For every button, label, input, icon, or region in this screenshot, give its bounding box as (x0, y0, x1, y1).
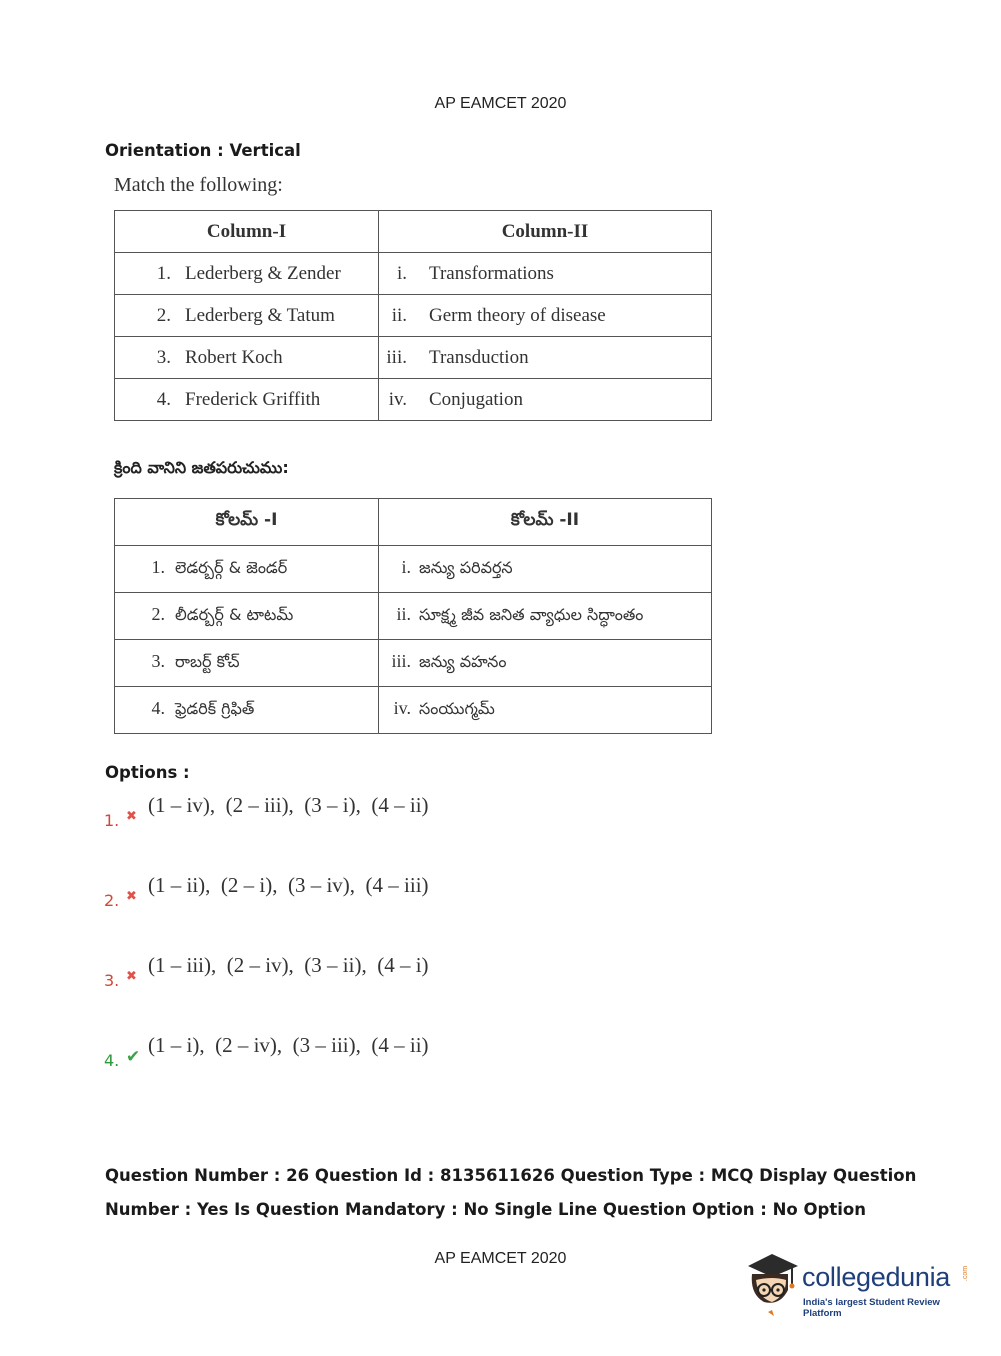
table-row (115, 337, 712, 379)
option-text: (1 – ii), (2 – i), (3 – iv), (4 – iii) (148, 873, 429, 897)
row-number: 2. (151, 604, 165, 624)
row-roman: iii. (391, 651, 411, 671)
table-row (115, 253, 712, 295)
logo-tagline: India's largest Student Review Platform (803, 1297, 940, 1319)
table-row (115, 640, 712, 687)
logo-wordmark: collegedunia (802, 1262, 951, 1292)
page-header-title: AP EAMCET 2020 (434, 95, 567, 112)
question-meta-line-1: Question Number : 26 Question Id : 8135611626 Question Type : MCQ Display Question (105, 1166, 917, 1185)
english-prompt: Match the following: (114, 174, 283, 196)
row-roman: ii. (396, 604, 411, 624)
english-match-table (114, 210, 712, 421)
collegedunia-logo (742, 1250, 972, 1320)
column-i-item: Robert Koch (185, 346, 283, 368)
row-roman: iv. (388, 388, 407, 410)
table-row (115, 687, 712, 734)
column-ii-item: సంయుగ్మమ్ (419, 699, 495, 718)
telugu-prompt: క్రింది వానిని జతపరుచుము: (114, 458, 289, 477)
column-ii-item: జన్యు వహనం (419, 652, 507, 671)
row-roman: ii. (391, 304, 407, 326)
row-number: 1. (156, 262, 171, 284)
row-roman: i. (396, 262, 407, 284)
row-roman: i. (401, 557, 411, 577)
column-ii-item: Germ theory of disease (429, 304, 606, 326)
row-number: 4. (151, 698, 165, 718)
column-i-item: రాబర్ట్ కోచ్ (175, 652, 240, 671)
column-i-item: ఫ్రెడరిక్ గ్రిఫిత్ (175, 699, 255, 718)
logo-com-suffix: .com (962, 1265, 970, 1282)
row-number: 4. (156, 388, 171, 410)
column-i-item: లీడర్బర్గ్ & టాటమ్ (175, 605, 294, 624)
english-col2-header: Column-II (379, 211, 712, 253)
telugu-col1-header: కోలమ్ -I (115, 499, 379, 546)
column-ii-item: Transformations (429, 262, 554, 284)
column-ii-item: Transduction (429, 346, 529, 368)
wrong-cross-icon: ✖ (126, 809, 137, 824)
column-i-item: Lederberg & Zender (185, 262, 341, 284)
option-number: 4. (104, 1051, 120, 1070)
telugu-col2-header: కోలమ్ -II (379, 499, 712, 546)
table-row (115, 379, 712, 421)
orientation-line (105, 141, 301, 160)
row-roman: iii. (386, 346, 407, 368)
correct-check-icon: ✔ (126, 1047, 141, 1067)
column-i-item: లెడర్బర్గ్ & జెండర్ (175, 558, 288, 577)
table-row (115, 295, 712, 337)
options-label: Options : (105, 763, 190, 782)
page-footer-title: AP EAMCET 2020 (434, 1250, 567, 1267)
row-number: 3. (156, 346, 171, 368)
option-number: 1. (104, 811, 120, 830)
wrong-cross-icon: ✖ (126, 969, 137, 984)
option-text: (1 – iv), (2 – iii), (3 – i), (4 – ii) (148, 793, 429, 817)
table-row (115, 546, 712, 593)
table-row (115, 593, 712, 640)
column-ii-item: సూక్ష్మ జీవ జనిత వ్యాధుల సిద్ధాంతం (419, 605, 644, 624)
row-number: 2. (156, 304, 171, 326)
column-ii-item: జన్యు పరివర్తన (419, 558, 513, 577)
column-ii-item: Conjugation (429, 388, 523, 410)
student-mascot-icon (742, 1250, 802, 1318)
english-col1-header: Column-I (115, 211, 379, 253)
row-number: 1. (151, 557, 165, 577)
column-i-item: Frederick Griffith (185, 388, 321, 410)
question-meta-line-2: Number : Yes Is Question Mandatory : No Single Line Question Option : No Option (105, 1200, 866, 1219)
option-number: 2. (104, 891, 120, 910)
option-number: 3. (104, 971, 120, 990)
row-roman: iv. (393, 698, 411, 718)
column-i-item: Lederberg & Tatum (185, 304, 335, 326)
row-number: 3. (151, 651, 165, 671)
option-text: (1 – i), (2 – iv), (3 – iii), (4 – ii) (148, 1033, 429, 1057)
orientation-value: Vertical (229, 141, 301, 160)
wrong-cross-icon: ✖ (126, 889, 137, 904)
option-text: (1 – iii), (2 – iv), (3 – ii), (4 – i) (148, 953, 429, 977)
telugu-match-table (114, 498, 712, 734)
orientation-label: Orientation : (105, 141, 224, 160)
